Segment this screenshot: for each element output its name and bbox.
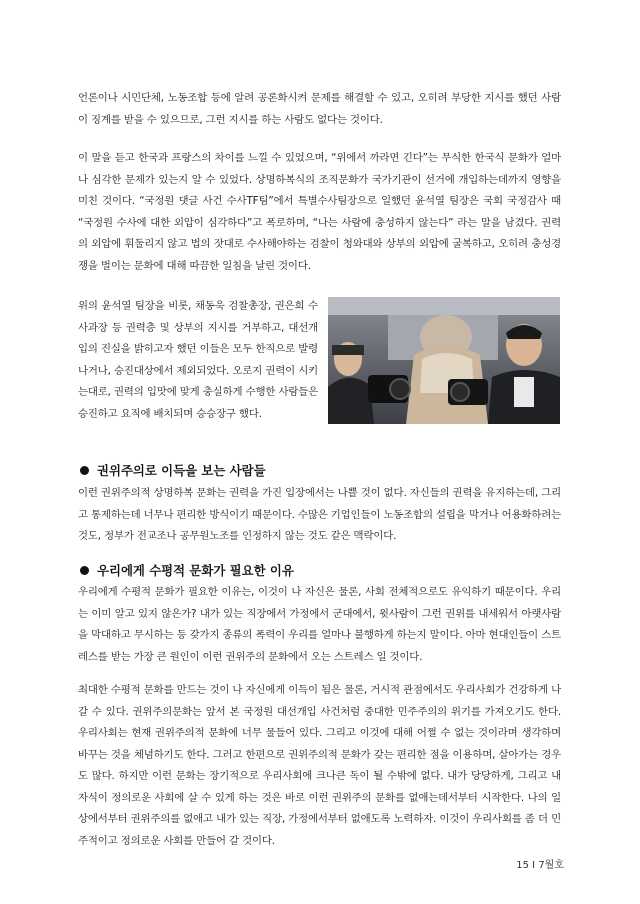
bullet-icon <box>80 466 89 475</box>
section-heading-1 <box>80 461 266 479</box>
section-heading-2-text: 우리에게 수평적 문화가 필요한 이유 <box>97 563 294 578</box>
page-footer <box>516 856 564 871</box>
footer-separator: I <box>532 860 536 871</box>
paragraph-3: 위의 윤석열 팀장을 비롯, 채동욱 검찰총장, 권은희 수사과장 등 권력층 및 상부의 지시를 거부하고, 대선개입의 진실을 밝히고자 했던 이들은 모두 한직으로 발령나거나, 승진대상에서 제외되었다. 오로지 권력이 시키는대로, 권력의 입맛에 맞게 충실하게 수행한 사람들은 승진하고 요직에 배치되며 승승장구 했다. <box>78 300 318 420</box>
news-photo <box>328 297 560 424</box>
section-heading-1-text: 권위주의로 이득을 보는 사람들 <box>97 463 266 478</box>
issue-label: 7월호 <box>538 860 564 871</box>
paragraph-5: 우리에게 수평적 문화가 필요한 이유는, 이것이 나 자신은 물론, 사회 전체적으로도 유익하기 때문이다. 우리는 이미 알고 있지 않은가? 내가 있는 직장에서 가정에서 군대에서, 윗사람이 그런 권위를 내세워서 아랫사람을 막대하고 무시하는 등 갖가지 종류의 폭력이 우리를 얼마나 불행하게 하는지 말이다. 아마 현대인들이 스트레스를 받는 가장 큰 원인이 이런 권위주의 문화에서 오는 스트레스 일 것이다. <box>78 586 561 663</box>
press-scene-illustration <box>328 297 560 424</box>
section-heading-2 <box>80 561 294 579</box>
paragraph-1: 언론이나 시민단체, 노동조합 등에 알려 공론화시켜 문제를 해결할 수 있고, 오히려 부당한 지시를 했던 사람이 징계를 받을 수 있으므로, 그런 지시를 하는 사람도 없다는 것이다. <box>78 92 561 126</box>
page-number: 15 <box>516 860 529 871</box>
paragraph-6: 최대한 수평적 문화를 만드는 것이 나 자신에게 이득이 됨은 물론, 거시적 관점에서도 우리사회가 건강하게 나갈 수 있다. 권위주의문화는 앞서 본 국정원 대선개입 사건처럼 중대한 민주주의의 위기를 가져오기도 한다. 우리사회는 현재 권위주의적 문화에 너무 물들어 있다. 그리고 이것에 대해 어쩔 수 없는 것이라며 생각하며 바꾸는 것을 체념하기도 한다. 그러고 한편으로 권위주의적 문화가 갖는 편리한 점을 이용하며, 살아가는 경우도 많다. 하지만 이런 문화는 장기적으로 우리사회에 크나큰 독이 될 수밖에 없다. 내가 당당하게, 그리고 내 자식이 정의로운 사회에 살 수 있게 하는 것은 바로 이런 권위주의 문화를 없애는데서부터 시작한다. 나의 일상에서부터 권위주의를 없애고 내가 있는 직장, 가정에서부터 없애도록 노력하자. 이것이 우리사회를 좀 더 민주적이고 정의로운 사회를 만들어 갈 것이다. <box>78 684 561 847</box>
paragraph-2: 이 말을 듣고 한국과 프랑스의 차이를 느낄 수 있었으며, “위에서 까라면 긴다”는 무식한 한국식 문화가 얼마나 심각한 문제가 있는지 알 수 있었다. 상명하복식의 조직문화가 국가기관이 선거에 개입하는데까지 영향을 미친 것이다. “국정원 댓글 사건 수사TF팀”에서 특별수사팀장으로 일했던 윤석열 팀장은 국회 국정감사 때 “국정원 수사에 대한 외압이 심각하다”고 폭로하며, “나는 사람에 충성하지 않는다” 라는 말을 남겼다. 권력의 외압에 휘둘리지 않고 법의 잣대로 수사해야하는 검찰이 청와대와 상부의 외압에 굴복하고, 오히려 충성경쟁을 벌이는 문화에 대해 따끔한 일침을 날린 것이다. <box>78 152 561 272</box>
paragraph-4: 이런 권위주의적 상명하복 문화는 권력을 가진 입장에서는 나쁠 것이 없다. 자신들의 권력을 유지하는데, 그리고 통제하는데 너무나 편리한 방식이기 때문이다. 수많은 기업인들이 노동조합의 설립을 막거나 어용화하려는 것도, 정부가 전교조나 공무원노조를 인정하지 않는 것도 같은 맥락이다. <box>78 487 561 542</box>
bullet-icon <box>80 566 89 575</box>
